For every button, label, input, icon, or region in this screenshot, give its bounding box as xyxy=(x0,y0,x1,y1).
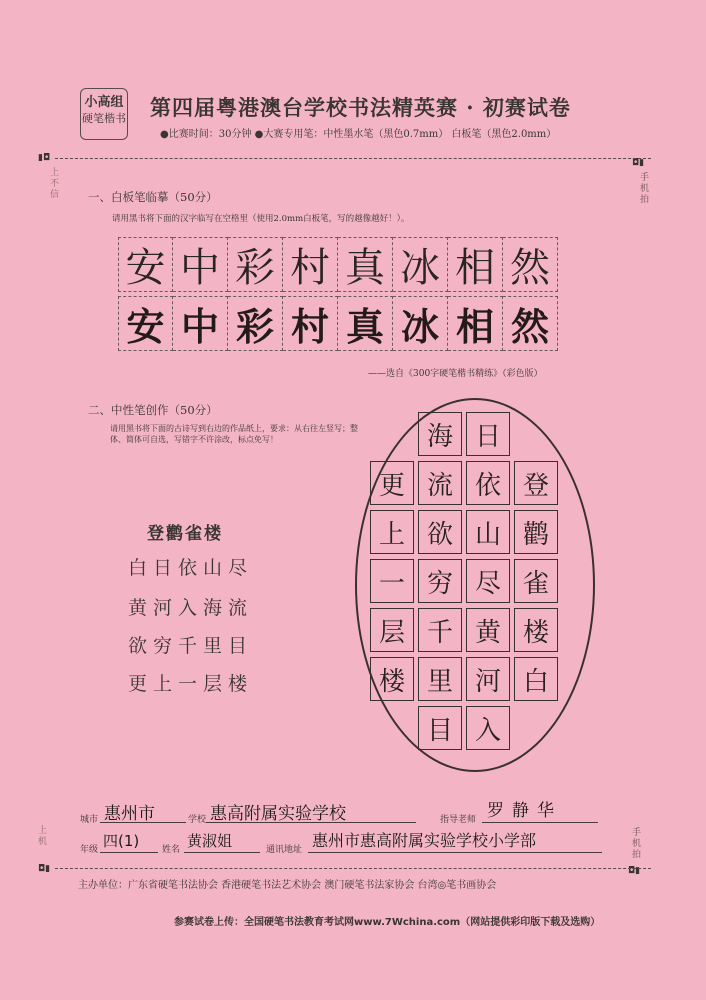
scan-mark-right-bottom: ◘▮ xyxy=(628,866,641,876)
side-note-right-bottom xyxy=(632,828,644,861)
scan-mark-right-top: ◘▮ xyxy=(632,158,645,168)
work-char-cell[interactable]: 白 xyxy=(514,657,558,701)
model-char: 中 xyxy=(173,237,228,292)
model-char: 安 xyxy=(118,237,173,292)
student-char-cell[interactable]: 然 xyxy=(503,296,558,351)
work-char-cell[interactable]: 层 xyxy=(370,608,414,652)
model-char: 彩 xyxy=(228,237,283,292)
student-char-row xyxy=(118,296,558,351)
name-label: 姓名 xyxy=(162,845,181,855)
work-char-cell[interactable]: 河 xyxy=(466,657,510,701)
address-underline xyxy=(308,852,602,853)
section1-heading: 一、白板笔临摹（50分） xyxy=(88,190,218,204)
work-char-cell[interactable]: 楼 xyxy=(370,657,414,701)
school-field[interactable]: 惠高附属实验学校 xyxy=(210,804,346,824)
work-char-cell[interactable]: 欲 xyxy=(418,510,462,554)
work-char-cell[interactable]: 目 xyxy=(418,706,462,750)
side-note-left-top-text: 上 不 信 xyxy=(50,168,60,200)
work-char-cell[interactable]: 上 xyxy=(370,510,414,554)
work-char-cell[interactable]: 日 xyxy=(466,412,510,456)
exam-subtitle: ●比赛时间：30分钟 ●大赛专用笔：中性墨水笔（黑色0.7mm） 白板笔（黑色2.0mm） xyxy=(160,129,557,140)
city-label: 城市 xyxy=(80,815,99,825)
model-char: 村 xyxy=(283,237,338,292)
grade-label: 年级 xyxy=(80,845,99,855)
work-char-cell[interactable]: 楼 xyxy=(514,608,558,652)
organizers: 主办单位：广东省硬笔书法协会 香港硬笔书法艺术协会 澳门硬笔书法家协会 台湾◎笔书画协会 xyxy=(78,880,497,891)
side-note-left-bottom xyxy=(38,826,50,848)
work-char-cell[interactable]: 依 xyxy=(466,461,510,505)
grade-field[interactable]: 四(1) xyxy=(103,832,140,850)
poem-line: 白日依山尽 xyxy=(128,557,254,579)
model-char: 相 xyxy=(448,237,503,292)
work-char-cell[interactable]: 登 xyxy=(514,461,558,505)
work-char-cell[interactable]: 流 xyxy=(418,461,462,505)
address-field[interactable]: 惠州市惠高附属实验学校小学部 xyxy=(312,831,537,850)
student-char-cell[interactable]: 村 xyxy=(283,296,338,351)
side-note-left-bottom-text: 上 机 xyxy=(38,826,48,847)
badge-group: 小高组 xyxy=(84,95,124,110)
work-char-cell[interactable]: 更 xyxy=(370,461,414,505)
work-char-cell[interactable]: 尽 xyxy=(466,559,510,603)
scan-mark-left-bottom: ◘▮ xyxy=(38,864,51,874)
section1-instruction: 请用黑书将下面的汉字临写在空格里（使用2.0mm白板笔，写的越像越好！）。 xyxy=(112,214,410,224)
work-char-cell[interactable]: 入 xyxy=(466,706,510,750)
student-char-cell[interactable]: 冰 xyxy=(393,296,448,351)
work-char-cell[interactable]: 穷 xyxy=(418,559,462,603)
city-field[interactable]: 惠州市 xyxy=(104,804,155,824)
student-char-cell[interactable]: 真 xyxy=(338,296,393,351)
side-note-right-top-text: 手 机 拍 xyxy=(640,173,650,205)
work-char-cell[interactable]: 山 xyxy=(466,510,510,554)
badge-style: 硬笔楷书 xyxy=(82,112,126,125)
work-char-cell[interactable]: 千 xyxy=(418,608,462,652)
work-char-cell[interactable]: 里 xyxy=(418,657,462,701)
side-note-right-top xyxy=(640,173,652,206)
teacher-underline xyxy=(482,822,598,823)
name-underline xyxy=(184,852,260,853)
exam-title: 第四届粤港澳台学校书法精英赛 · 初赛试卷 xyxy=(150,95,571,120)
name-field[interactable]: 黄淑姐 xyxy=(187,832,233,850)
poem-line: 黄河入海流 xyxy=(128,597,254,619)
model-char-row xyxy=(118,237,558,292)
teacher-label: 指导老师 xyxy=(440,815,477,825)
city-underline xyxy=(100,822,186,823)
work-char-cell[interactable]: 鹳 xyxy=(514,510,558,554)
poem-title: 登鹳雀楼 xyxy=(147,524,223,544)
source-credit: ——选自《300字硬笔楷书精练》（彩色版） xyxy=(368,369,543,379)
model-char: 真 xyxy=(338,237,393,292)
school-underline xyxy=(206,822,416,823)
work-char-cell[interactable]: 雀 xyxy=(514,559,558,603)
upload-notice: 参赛试卷上传：全国硬笔书法教育考试网www.7Wchina.com（网站提供彩印版下载及选购） xyxy=(174,917,601,928)
poem-line: 欲穷千里目 xyxy=(128,635,254,657)
bottom-divider xyxy=(55,868,651,869)
work-char-cell[interactable]: 黄 xyxy=(466,608,510,652)
student-char-cell[interactable]: 相 xyxy=(448,296,503,351)
school-label: 学校 xyxy=(188,815,207,825)
work-char-cell[interactable]: 海 xyxy=(418,412,462,456)
model-char: 冰 xyxy=(393,237,448,292)
grade-underline xyxy=(100,852,158,853)
work-char-cell[interactable]: 一 xyxy=(370,559,414,603)
student-char-cell[interactable]: 彩 xyxy=(228,296,283,351)
teacher-field[interactable]: 罗静华 xyxy=(487,801,562,821)
side-note-left-top xyxy=(50,168,62,201)
student-char-cell[interactable]: 中 xyxy=(173,296,228,351)
group-badge xyxy=(80,88,128,140)
side-note-right-bottom-text: 手 机 拍 xyxy=(632,828,642,860)
top-divider xyxy=(55,158,651,159)
section2-instruction: 请用黑书将下面的古诗写到右边的作品纸上，要求：从右往左竖写；整体、简体可自选，写错字不许涂改，标点免写！ xyxy=(110,424,358,444)
poem-line: 更上一层楼 xyxy=(128,673,254,695)
section2-heading: 二、中性笔创作（50分） xyxy=(88,403,218,417)
model-char: 然 xyxy=(503,237,558,292)
student-char-cell[interactable]: 安 xyxy=(118,296,173,351)
scan-mark-left-top: ▮◘ xyxy=(38,153,51,163)
address-label: 通讯地址 xyxy=(266,845,303,855)
